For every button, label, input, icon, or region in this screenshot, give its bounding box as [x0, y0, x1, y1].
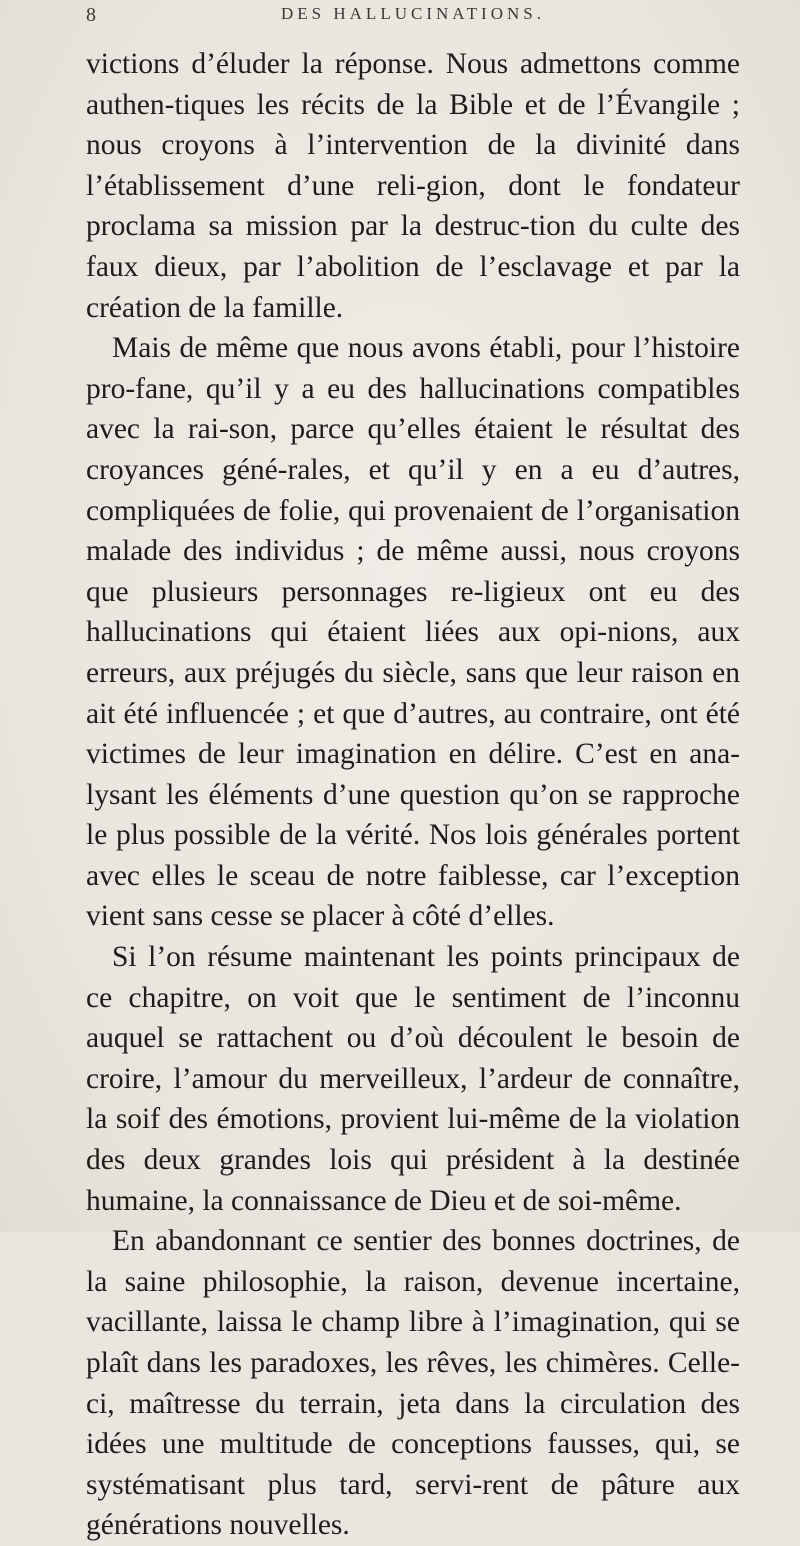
paragraph-continuation: victions d’éluder la réponse. Nous admettons comme authen-tiques les récits de la Bible et de l’Évangile ; nous croyons à l’intervention de la divinité dans l’établissement d’une reli-gion, dont le fondateur proclama sa mission par la destruc-tion du culte des faux dieux, par l’abolition de l’esclavage et par la création de la famille. — [86, 48, 740, 324]
page-number: 8 — [86, 4, 99, 26]
body-text — [86, 44, 740, 1546]
paragraph-abandon-doctrines: En abandonnant ce sentier des bonnes doctrines, de la saine philosophie, la raison, devenue incertaine, vacillante, laissa le champ libre à l’imagination, qui se plaît dans les paradoxes, les rêves, les chimères. Celle-ci, maîtresse du terrain, jeta dans la circulation des idées une multitude de conceptions fausses, qui, se systématisant plus tard, servi-rent de pâture aux générations nouvelles. — [86, 1225, 740, 1542]
paragraph-hallucinations-religieuses: Mais de même que nous avons établi, pour l’histoire pro-fane, qu’il y a eu des hallucinations compatibles avec la rai-son, parce qu’elles étaient le résultat des croyances géné-rales, et qu’il y en a eu d’autres, compliquées de folie, qui provenaient de l’organisation malade des individus ; de même aussi, nous croyons que plusieurs personnages re-ligieux ont eu des hallucinations qui étaient liées aux opi-nions, aux erreurs, aux préjugés du siècle, sans que leur raison en ait été influencée ; et que d’autres, au contraire, ont été victimes de leur imagination en délire. C’est en ana-lysant les éléments d’une question qu’on se rapproche le plus possible de la vérité. Nos lois générales portent avec elles le sceau de notre faiblesse, car l’exception vient sans cesse se placer à côté d’elles. — [86, 332, 740, 933]
running-head — [86, 4, 740, 44]
paragraph-resume-chapitre: Si l’on résume maintenant les points principaux de ce chapitre, on voit que le sentiment de l’inconnu auquel se rattachent ou d’où découlent le besoin de croire, l’amour du merveilleux, l’ardeur de connaître, la soif des émotions, provient lui-même de la violation des deux grandes lois qui président à la destinée humaine, la connaissance de Dieu et de soi-même. — [86, 941, 740, 1217]
running-title: DES HALLUCINATIONS. — [281, 4, 545, 23]
